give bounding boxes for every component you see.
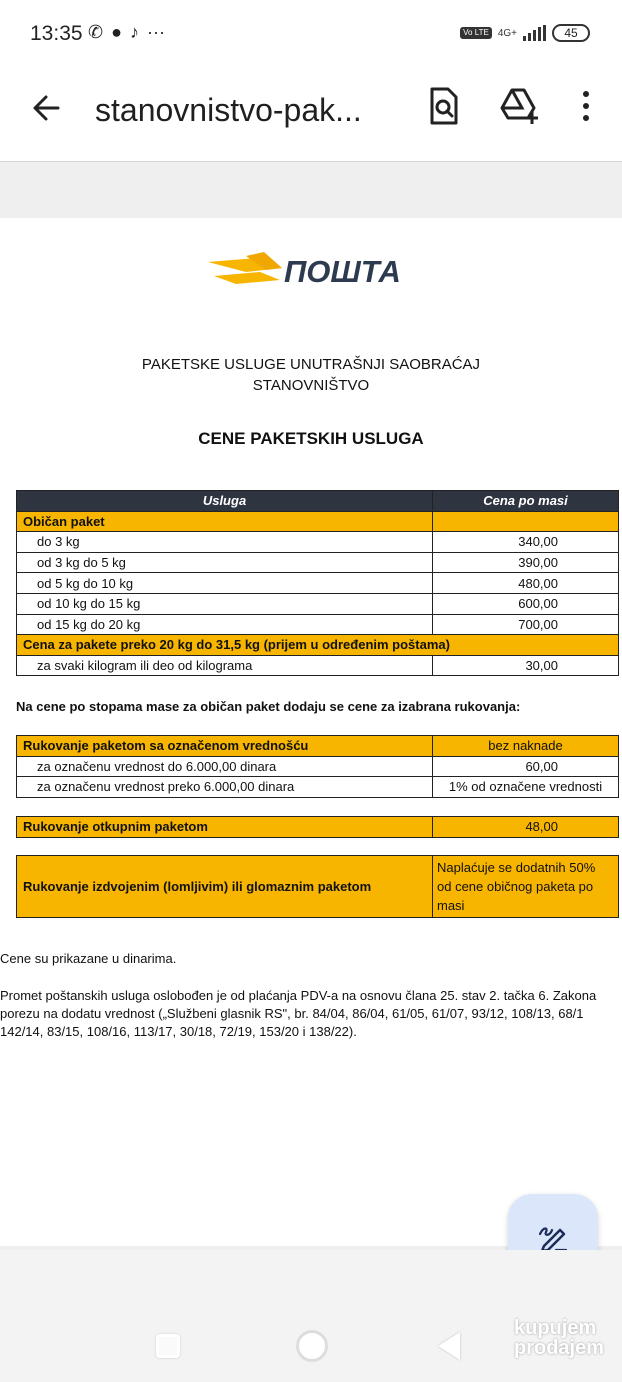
status-time: 13:35 bbox=[30, 22, 83, 45]
add-to-drive-icon[interactable] bbox=[500, 86, 540, 126]
vat-note-line2: porezu na dodatu vrednost („Službeni glasnik RS", br. 84/04, 86/04, 61/05, 61/07, 93/12, 108/13, 68/1 bbox=[0, 1006, 584, 1021]
home-button[interactable] bbox=[296, 1330, 328, 1362]
search-in-document-icon[interactable] bbox=[426, 86, 462, 126]
row-price: 340,00 bbox=[433, 532, 619, 553]
notification-icons bbox=[88, 22, 165, 43]
more-options-icon[interactable] bbox=[578, 88, 594, 124]
price-table bbox=[16, 490, 619, 676]
logo-text: ПОШТА bbox=[284, 254, 401, 289]
pen-icon bbox=[536, 1220, 570, 1254]
nav-back-button[interactable] bbox=[438, 1332, 460, 1360]
table-row bbox=[17, 573, 619, 594]
row-label: za označenu vrednost do 6.000,00 dinara bbox=[17, 756, 433, 777]
back-arrow-icon[interactable] bbox=[28, 90, 64, 126]
document-subheading bbox=[0, 354, 622, 396]
handling-note: Na cene po stopama mase za običan paket dodaju se cene za izabrana rukovanja: bbox=[16, 699, 521, 714]
section-label: Običan paket bbox=[17, 511, 433, 532]
row-label: za svaki kilogram ili deo od kilograma bbox=[17, 655, 433, 676]
battery-icon: 45 bbox=[552, 24, 590, 42]
row-price: 1% od označene vrednosti bbox=[433, 777, 619, 798]
network-type: 4G+ bbox=[497, 27, 517, 39]
row-label: od 10 kg do 15 kg bbox=[17, 593, 433, 614]
recents-button[interactable] bbox=[156, 1334, 180, 1358]
status-bar bbox=[0, 0, 622, 70]
row-label: od 5 kg do 10 kg bbox=[17, 573, 433, 594]
row-label: od 15 kg do 20 kg bbox=[17, 614, 433, 635]
row-price: 700,00 bbox=[433, 614, 619, 635]
column-service: Usluga bbox=[17, 491, 433, 512]
navigation-bar bbox=[0, 1250, 622, 1382]
chat-icon: ● bbox=[111, 22, 122, 42]
row-label: do 3 kg bbox=[17, 532, 433, 553]
table-row bbox=[17, 532, 619, 553]
table-row bbox=[17, 593, 619, 614]
table-header bbox=[17, 491, 619, 512]
section-label: Cena za pakete preko 20 kg do 31,5 kg (prijem u određenim poštama) bbox=[17, 635, 619, 656]
subheading-line2: STANOVNIŠTVO bbox=[252, 377, 370, 394]
tiktok-icon: ♪ bbox=[129, 22, 139, 42]
table-row bbox=[17, 655, 619, 676]
section-label: Rukovanje paketom sa označenom vrednošću bbox=[17, 736, 433, 757]
section-row bbox=[17, 635, 619, 656]
column-price: Cena po masi bbox=[433, 491, 619, 512]
app-bar bbox=[0, 70, 622, 162]
section-row bbox=[17, 856, 619, 918]
section-row bbox=[17, 511, 619, 532]
section-price: bez naknade bbox=[433, 736, 619, 757]
section-price: 48,00 bbox=[433, 817, 619, 838]
row-price: 390,00 bbox=[433, 552, 619, 573]
table-row bbox=[17, 614, 619, 635]
section-row bbox=[17, 736, 619, 757]
volte-icon: Vo LTE bbox=[460, 27, 492, 39]
row-price: 30,00 bbox=[433, 655, 619, 676]
table-row bbox=[17, 552, 619, 573]
watermark-line1: kupujem bbox=[514, 1317, 597, 1339]
fragile-table bbox=[16, 855, 619, 918]
vat-note-line1: Promet poštanskih usluga oslobođen je od plaćanja PDV-a na osnovu člana 25. stav 2. tačka 6. Zakona bbox=[0, 988, 597, 1003]
document-heading: CENE PAKETSKIH USLUGA bbox=[198, 429, 424, 448]
cod-table bbox=[16, 816, 619, 838]
more-notifications-icon: ··· bbox=[146, 22, 165, 42]
watermark bbox=[514, 1318, 604, 1358]
currency-note: Cene su prikazane u dinarima. bbox=[0, 951, 177, 966]
system-icons bbox=[460, 24, 590, 42]
viber-icon: ✆ bbox=[88, 22, 104, 42]
price-line: od cene običnog paketa po bbox=[437, 879, 594, 894]
table-row bbox=[17, 756, 619, 777]
signal-icon bbox=[523, 25, 546, 41]
section-label: Rukovanje izdvojenim (lomljivim) ili glomaznim paketom bbox=[17, 856, 433, 918]
watermark-line2: prodajem bbox=[514, 1337, 605, 1359]
row-label: od 3 kg do 5 kg bbox=[17, 552, 433, 573]
row-price: 60,00 bbox=[433, 756, 619, 777]
posta-logo bbox=[206, 248, 426, 292]
subheading-line1: PAKETSKE USLUGE UNUTRAŠNJI SAOBRAĆAJ bbox=[141, 356, 481, 373]
declared-value-table bbox=[16, 735, 619, 798]
section-row bbox=[17, 817, 619, 838]
row-price: 480,00 bbox=[433, 573, 619, 594]
price-line: Naplaćuje se dodatnih 50% bbox=[437, 860, 596, 875]
vat-note-line3: 142/14, 83/15, 108/16, 113/17, 30/18, 72/19, 153/20 i 138/22). bbox=[0, 1024, 357, 1039]
row-label: za označenu vrednost preko 6.000,00 dinara bbox=[17, 777, 433, 798]
row-price: 600,00 bbox=[433, 593, 619, 614]
price-line: masi bbox=[437, 898, 465, 913]
section-label: Rukovanje otkupnim paketom bbox=[17, 817, 433, 838]
section-price bbox=[433, 856, 619, 918]
table-row bbox=[17, 777, 619, 798]
document-title: stanovnistvo-pak... bbox=[95, 92, 362, 128]
